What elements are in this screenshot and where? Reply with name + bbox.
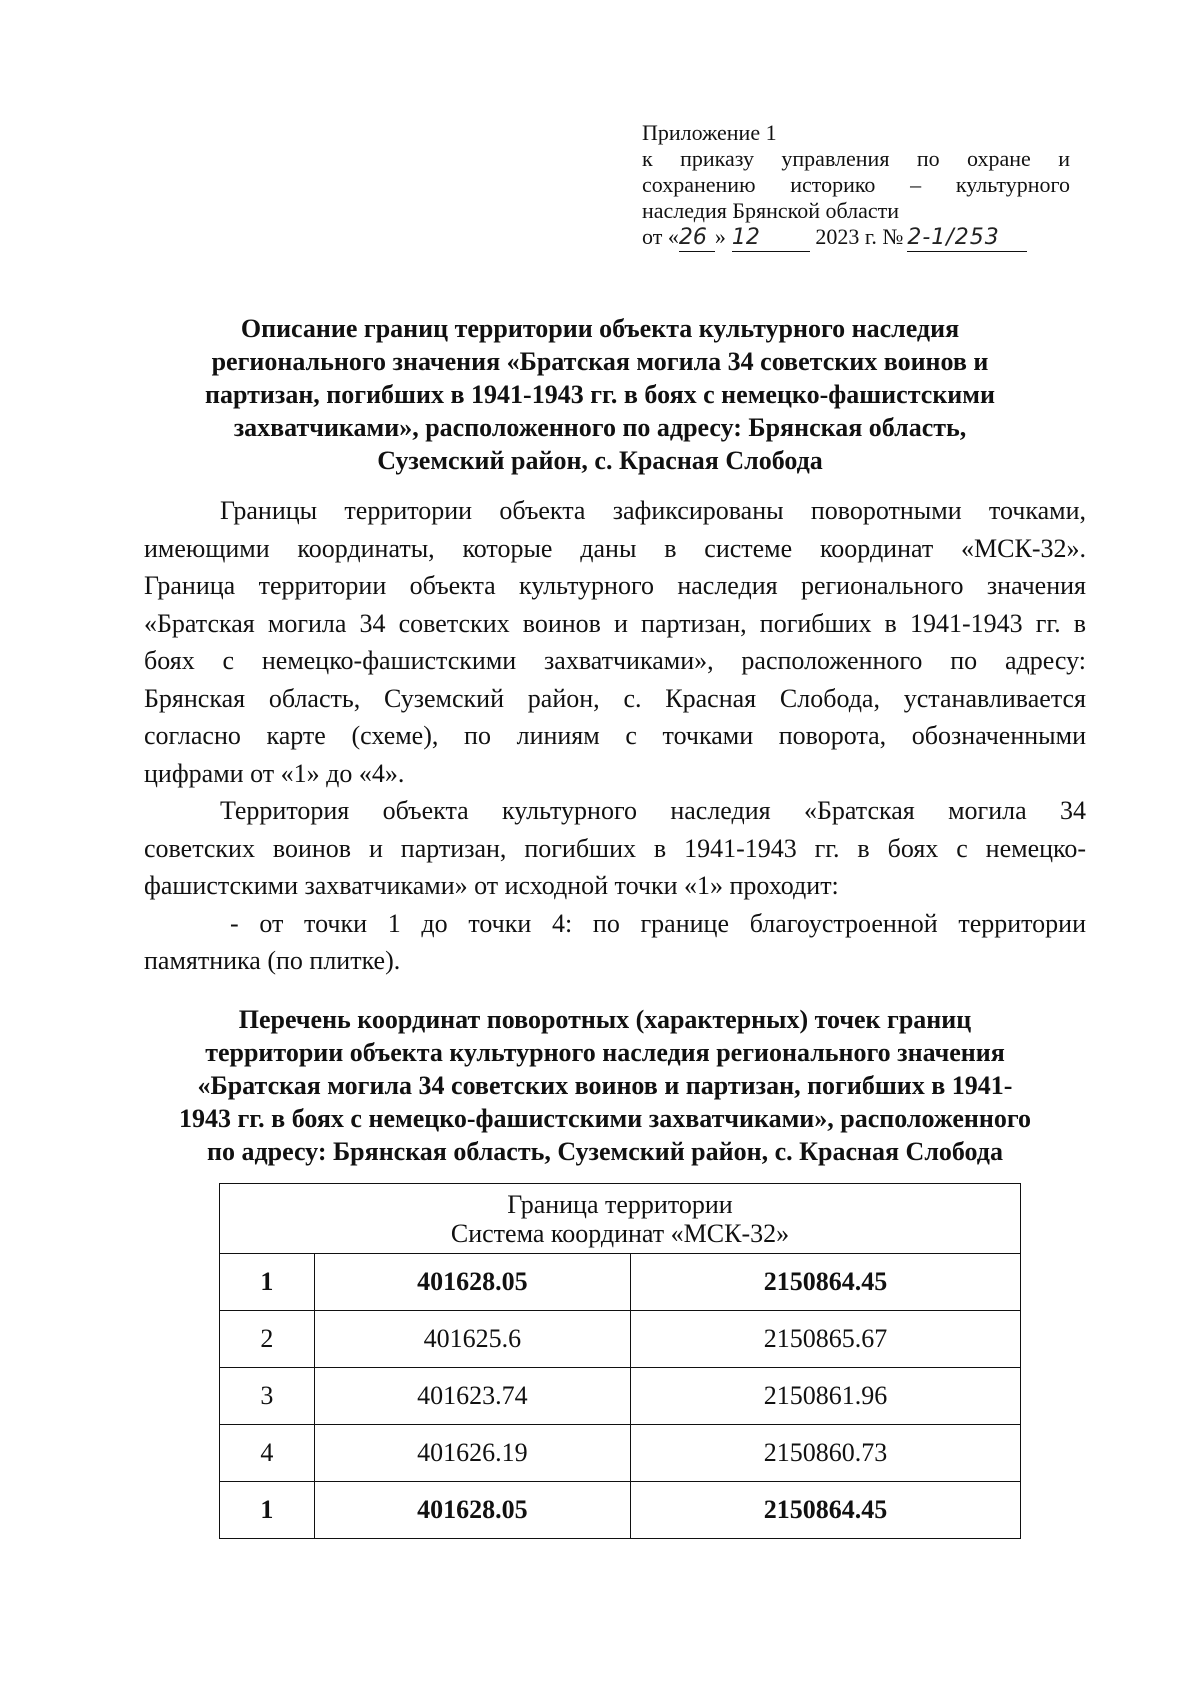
order-date-row [642,224,1070,252]
x-coordinate-cell: 401628.05 [314,1254,630,1311]
y-coordinate-cell: 2150861.96 [630,1368,1020,1425]
table-title [140,1003,1070,1168]
body-line: Территория объекта культурного наследия «Братская могила 34 [220,796,1086,825]
table-row [220,1425,1021,1482]
body-line: имеющими координаты, которые даны в системе координат «МСК-32». [144,533,1086,563]
table-title-line: по адресу: Брянская область, Суземский район, с. Красная Слобода [207,1137,1003,1166]
point-number-cell: 1 [220,1482,315,1539]
table-header-row [220,1184,1021,1254]
title-line: Суземский район, с. Красная Слобода [377,446,823,475]
table-title-line: «Братская могила 34 советских воинов и партизан, погибших в 1941- [197,1071,1013,1100]
table-header-line: Система координат «МСК-32» [450,1218,790,1248]
title-line: захватчиками», расположенного по адресу: Брянская область, [233,413,967,442]
body-line: цифрами от «1» до «4». [144,758,405,788]
x-coordinate-cell: 401628.05 [314,1482,630,1539]
body-text [144,492,1086,980]
document-title [150,312,1050,477]
body-line: Граница территории объекта культурного наследия регионального значения [144,571,1086,600]
table-title-line: 1943 гг. в боях с немецко-фашистскими захватчиками», расположенного [178,1104,1032,1133]
x-coordinate-cell: 401625.6 [314,1311,630,1368]
year-text: 2023 г. № [815,224,904,249]
y-coordinate-cell: 2150864.45 [630,1482,1020,1539]
table-title-line: территории объекта культурного наследия регионального значения [205,1038,1005,1067]
date-mid: » [714,224,726,249]
appendix-line: к приказу управления по охране и [642,146,1070,171]
table-row [220,1311,1021,1368]
y-coordinate-cell: 2150865.67 [630,1311,1020,1368]
body-line: «Братская могила 34 советских воинов и партизан, погибших в 1941-1943 гг. в [144,608,1086,638]
point-number-cell: 1 [220,1254,315,1311]
x-coordinate-cell: 401626.19 [314,1425,630,1482]
handwritten-day: 26 [679,225,715,252]
body-line: советских воинов и партизан, погибших в 1941-1943 гг. в боях с немецко- [144,833,1086,863]
table-header-cell [220,1184,1021,1254]
x-coordinate-cell: 401623.74 [314,1368,630,1425]
appendix-title: Приложение 1 [642,120,777,145]
table-header-line: Граница территории [507,1189,733,1219]
appendix-block [642,120,1070,252]
handwritten-order-number: 2-1/253 [907,225,1027,252]
table-row [220,1368,1021,1425]
handwritten-month: 12 [732,225,810,252]
table-row [220,1482,1021,1539]
date-prefix: от « [642,224,679,249]
body-line: памятника (по плитке). [144,946,401,975]
title-line: регионального значения «Братская могила 34 советских воинов и [211,347,989,376]
point-number-cell: 4 [220,1425,315,1482]
table-title-line: Перечень координат поворотных (характерных) точек границ [238,1005,972,1034]
y-coordinate-cell: 2150860.73 [630,1425,1020,1482]
title-line: партизан, погибших в 1941-1943 гг. в боях с немецко-фашистскими [205,380,995,409]
point-number-cell: 3 [220,1368,315,1425]
point-number-cell: 2 [220,1311,315,1368]
body-line: согласно карте (схеме), по линиям с точками поворота, обозначенными [144,721,1086,750]
body-line: Брянская область, Суземский район, с. Красная Слобода, устанавливается [144,683,1086,713]
body-line: - от точки 1 до точки 4: по границе благоустроенной территории [230,908,1086,938]
y-coordinate-cell: 2150864.45 [630,1254,1020,1311]
title-line: Описание границ территории объекта культурного наследия [240,314,960,343]
coordinates-table [219,1183,1021,1539]
appendix-line: наследия Брянской области [642,198,900,223]
table-row [220,1254,1021,1311]
appendix-line: сохранению историко – культурного [642,172,1070,197]
body-line: боях с немецко-фашистскими захватчиками», расположенного по адресу: [144,646,1086,675]
body-line: Границы территории объекта зафиксированы поворотными точками, [220,496,1086,525]
body-line: фашистскими захватчиками» от исходной точки «1» проходит: [144,871,839,900]
